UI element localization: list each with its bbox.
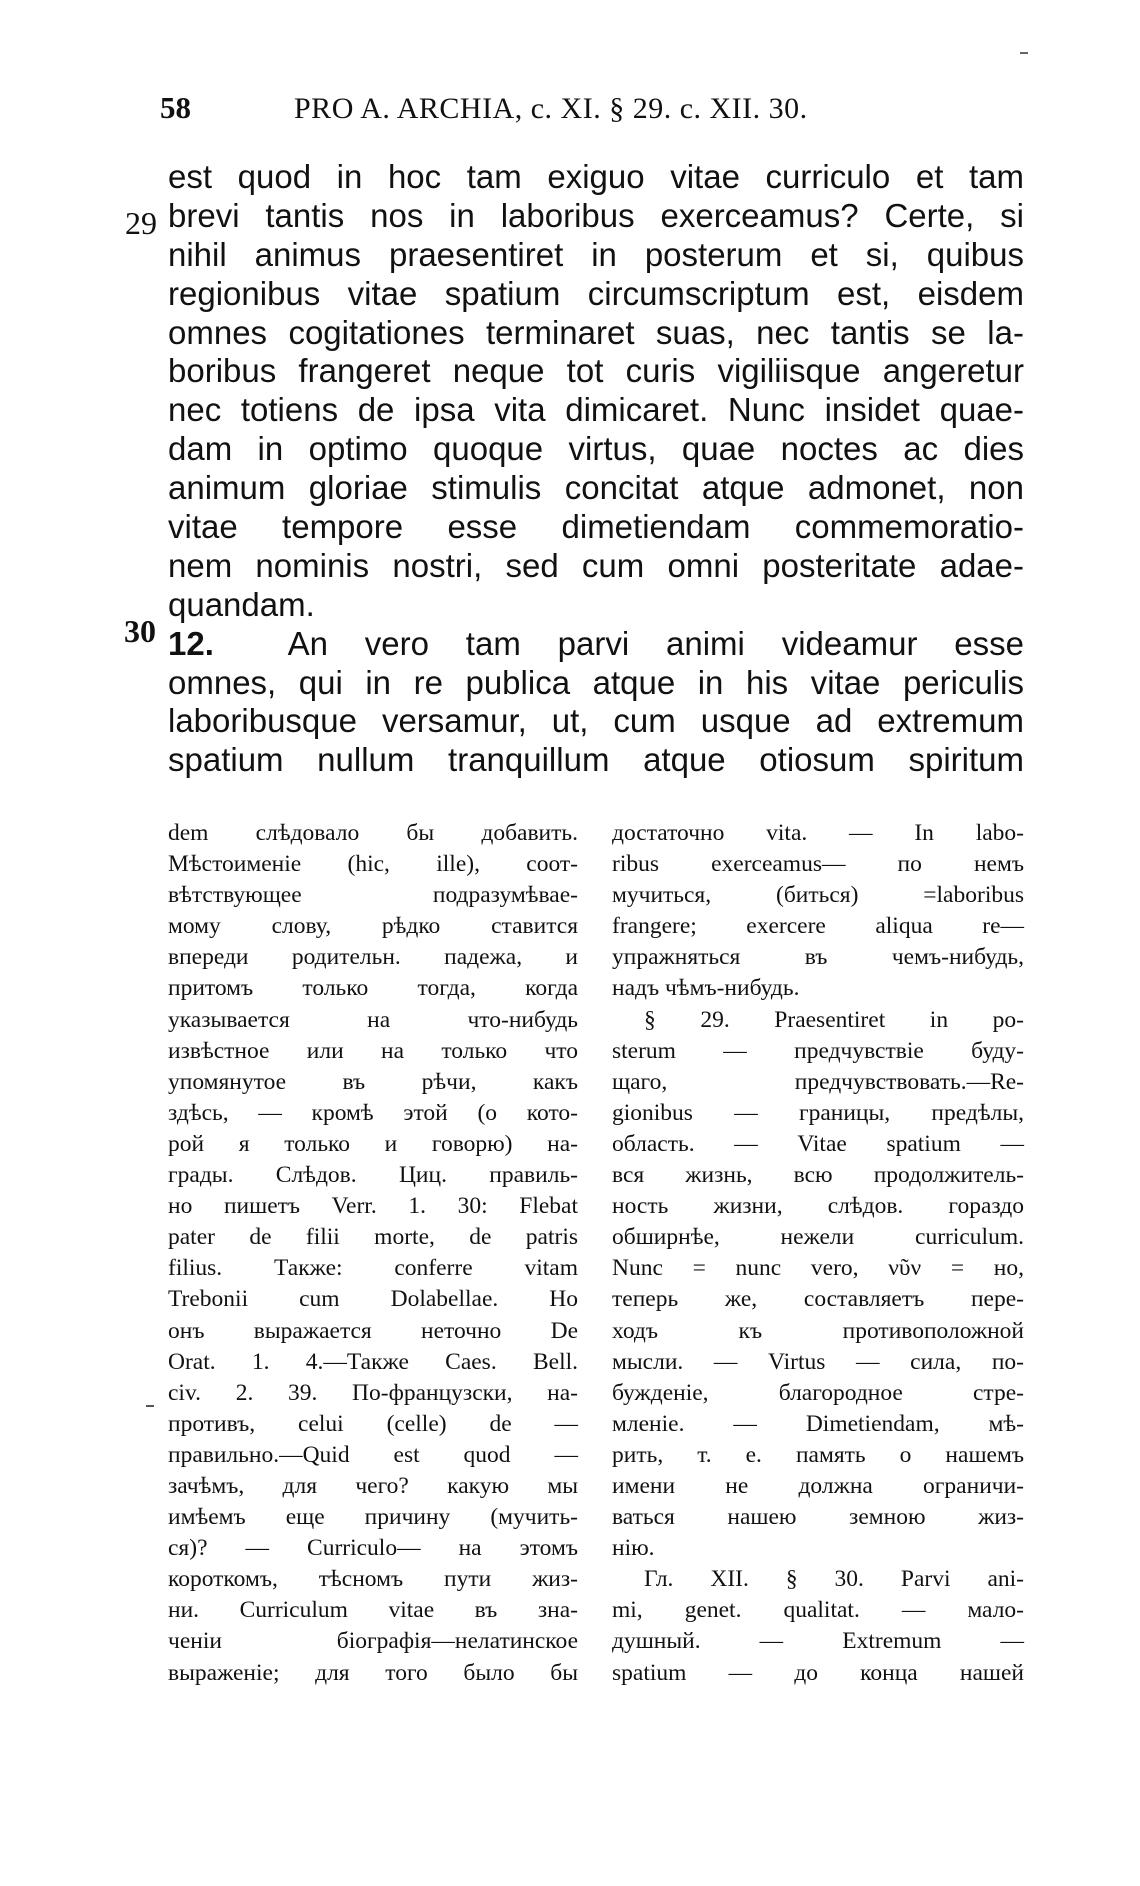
note-line: имени не должна ограничи- <box>612 1472 1024 1499</box>
text-line: omnes cogitationes terminaret suas, nec tantis se la- <box>168 313 1024 351</box>
text-line: regionibus vitae spatium circumscriptum est, eisdem <box>168 274 1024 312</box>
note-line: имѣемъ еще причину (мучить- <box>168 1504 578 1531</box>
page-header <box>160 90 900 134</box>
latin-text <box>168 158 1024 780</box>
note-line: зачѣмъ, для чего? какую мы <box>168 1472 578 1499</box>
note-line: обширнѣе, нежели curriculum. <box>612 1224 1024 1251</box>
text-line: dam in optimo quoque virtus, quae noctes ac dies <box>168 430 1024 468</box>
note-line: pater de filii morte, de patris <box>168 1224 578 1251</box>
note-line: упомянутое въ рѣчи, какъ <box>168 1068 578 1095</box>
text-line: nec totiens de ipsa vita dimicaret. Nunc insidet quae- <box>168 391 1024 429</box>
note-line: вся жизнь, всю продолжитель- <box>612 1162 1024 1189</box>
note-line: противъ, celui (celle) de — <box>168 1410 578 1437</box>
note-line: теперь же, составляетъ пере- <box>612 1286 1024 1313</box>
text-line: boribus frangeret neque tot curis vigiliisque angeretur <box>168 352 1024 390</box>
note-line: мленіе. — Dimetiendam, мѣ- <box>612 1410 1024 1437</box>
note-line: вѣтствующее подразумѣвае- <box>168 882 578 909</box>
note-line: sterum — предчувствіе буду- <box>612 1037 1024 1064</box>
note-line: правильно.—Quid est quod — <box>168 1441 578 1468</box>
note-line: dem слѣдовало бы добавить. <box>168 820 578 846</box>
note-line: бужденіе, благородное стре- <box>612 1379 1024 1406</box>
note-line: щаго, предчувствовать.—Re- <box>612 1068 1024 1095</box>
stray-mark <box>1020 52 1028 54</box>
chapter-text: An vero tam parvi animi videamur esse <box>287 624 1024 662</box>
note-line: Мѣстоименіе (hic, ille), соот- <box>168 851 578 878</box>
margin-section-29: 29 <box>125 205 157 241</box>
chapter-line <box>168 625 1024 664</box>
text-line: spatium nullum tranquillum atque otiosum spiritum <box>168 741 1024 779</box>
text-line: est quod in hoc tam exiguo vitae curriculo et tam <box>168 158 1024 195</box>
note-line: рить, т. е. память о нашемъ <box>612 1441 1024 1468</box>
note-line: Trebonii cum Dolabellae. Но <box>168 1286 578 1313</box>
note-line: рой я только и говорю) на- <box>168 1130 578 1157</box>
note-line: ходъ къ противоположной <box>612 1317 1024 1344</box>
note-line: § 29. Praesentiret in po- <box>644 1006 1024 1033</box>
commentary-left-column <box>168 818 578 1689</box>
note-line: надъ чѣмъ-нибудь. <box>612 975 800 1002</box>
note-line: область. — Vitae spatium — <box>612 1130 1024 1157</box>
note-line: civ. 2. 39. По-французски, на- <box>168 1379 578 1406</box>
text-line: omnes, qui in re publica atque in his vitae periculis <box>168 663 1024 701</box>
stray-mark <box>146 1405 154 1407</box>
note-line: ся)? — Curriculo— на этомъ <box>168 1535 578 1562</box>
note-line: притомъ только тогда, когда <box>168 975 578 1002</box>
note-line: здѣсь, — кромѣ этой (о кото- <box>168 1099 578 1126</box>
note-line: frangere; exercere aliqua re— <box>612 913 1024 940</box>
text-line: brevi tantis nos in laboribus exerceamus? Certe, si <box>168 196 1024 234</box>
note-line: ни. Curriculum vitae въ зна- <box>168 1597 578 1624</box>
text-line: vitae tempore esse dimetiendam commemoratio- <box>168 508 1024 546</box>
note-line: извѣстное или на только что <box>168 1037 578 1064</box>
text-line: quandam. <box>168 585 315 623</box>
note-line: filius. Также: conferre vitam <box>168 1255 578 1282</box>
margin-section-30: 30 <box>124 613 156 649</box>
note-line: грады. Слѣдов. Циц. правиль- <box>168 1162 578 1189</box>
note-line: мысли. — Virtus — сила, по- <box>612 1348 1024 1375</box>
note-line: gionibus — границы, предѣлы, <box>612 1099 1024 1126</box>
note-line: ченіи біографія—нелатинское <box>168 1628 578 1655</box>
page-number: 58 <box>160 90 191 125</box>
note-line: упражняться въ чемъ-нибудь, <box>612 944 1024 971</box>
note-line: Гл. XII. § 30. Parvi ani- <box>644 1566 1024 1593</box>
note-line: мучиться, (биться) =laboribus <box>612 882 1024 909</box>
note-line: ность жизни, слѣдов. гораздо <box>612 1193 1024 1220</box>
note-line: ваться нашею земною жиз- <box>612 1504 1024 1531</box>
note-line: достаточно vita. — In labo- <box>612 820 1024 846</box>
note-line: указывается на что-нибудь <box>168 1006 578 1033</box>
running-title: PRO A. ARCHIA, c. XI. § 29. c. XII. 30. <box>294 92 808 125</box>
note-line: Orat. 1. 4.—Также Caes. Bell. <box>168 1348 578 1375</box>
text-line: laboribusque versamur, ut, cum usque ad extremum <box>168 702 1024 740</box>
note-line: впереди родительн. падежа, и <box>168 944 578 971</box>
chapter-number: 12. <box>168 624 214 662</box>
commentary-right-column <box>612 818 1024 1689</box>
text-line: animum gloriae stimulis concitat atque admonet, non <box>168 469 1024 507</box>
note-line: мому слову, рѣдко ставится <box>168 913 578 940</box>
text-line: nihil animus praesentiret in posterum et si, quibus <box>168 235 1024 273</box>
note-line: онъ выражается неточно De <box>168 1317 578 1344</box>
note-line: душный. — Extremum — <box>612 1628 1024 1655</box>
note-line: spatium — до конца нашей <box>612 1659 1024 1686</box>
note-line: но пишетъ Verr. 1. 30: Flebat <box>168 1193 578 1220</box>
note-line: выраженіе; для того было бы <box>168 1659 578 1686</box>
note-line: mi, genet. qualitat. — мало- <box>612 1597 1024 1624</box>
note-line: Nunc = nunc vero, νῦν = но, <box>612 1255 1024 1282</box>
note-line: нію. <box>612 1535 655 1562</box>
text-line: nem nominis nostri, sed cum omni posteritate adae- <box>168 546 1024 584</box>
note-line: ribus exerceamus— по немъ <box>612 851 1024 878</box>
note-line: короткомъ, тѣсномъ пути жиз- <box>168 1566 578 1593</box>
